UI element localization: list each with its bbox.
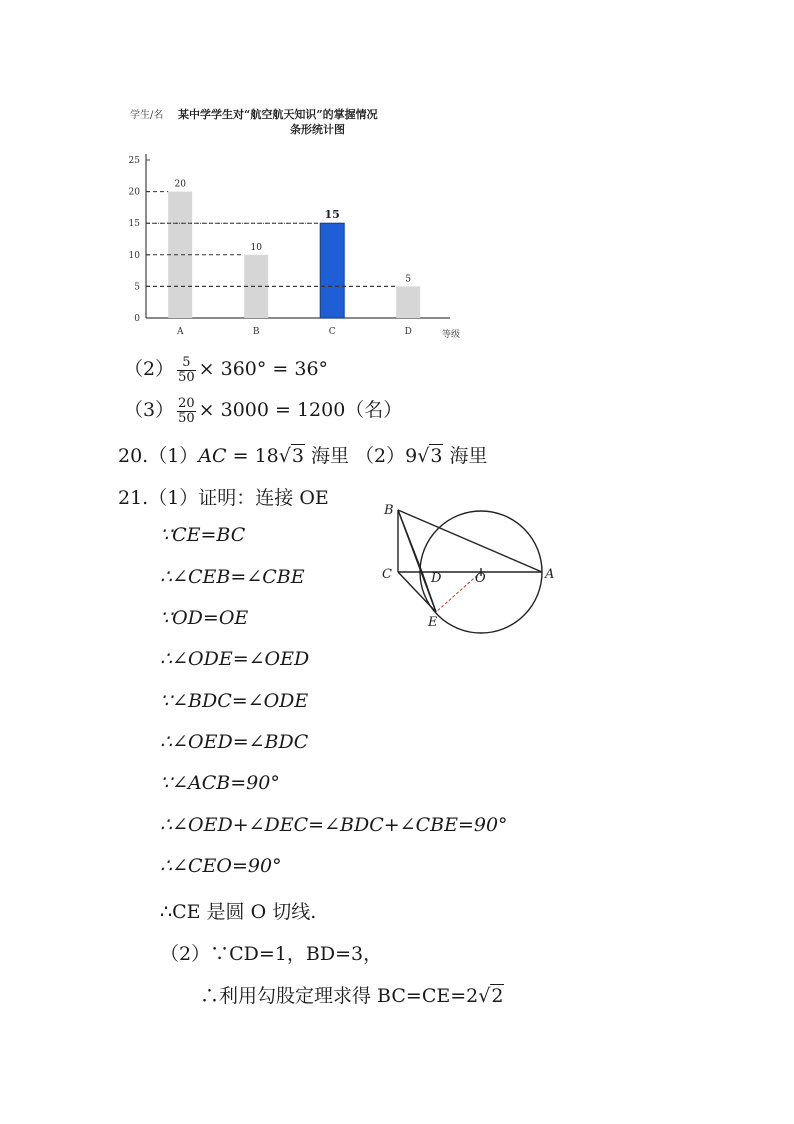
category-label: D [404,327,412,337]
y-tick-label: 15 [128,219,140,230]
q3-denominator: 50 [178,410,195,426]
q2-fraction [177,356,196,385]
q3-fraction [177,397,196,426]
bar-value-label: 20 [174,179,186,190]
sqrt-3: √2 [478,985,504,1007]
label-a: A [545,567,555,582]
label-d: D [431,571,442,586]
segment-ba [398,510,542,572]
label-c: C [382,567,392,582]
part2-given: （2）∵CD=1，BD=3， [160,943,383,965]
bar [320,223,344,318]
geometry-figure [378,500,563,635]
p20-line [118,441,487,468]
proof-step-1: ∵CE=BC [160,524,246,546]
proof-step-6: ∴∠OED=∠BDC [160,731,309,753]
label-e: E [428,615,438,630]
proof-step-10: ∴CE 是圆 O 切线. [160,901,317,923]
proof-step-4: ∴∠ODE=∠OED [160,648,310,670]
chart-title: 某中学学生对“航空航天知识”的掌握情况 [178,108,378,121]
p20-unit1: 海里 （2）9 [304,445,418,467]
label-o: O [475,571,486,586]
proof-step-2: ∴∠CEB=∠CBE [160,566,305,588]
chart-ylabel: 学生/名 [130,110,164,121]
p20-ac: AC [198,445,227,467]
y-tick-label: 10 [128,250,140,261]
p20-prefix: 20.（1） [118,445,199,467]
chart-subtitle: 条形统计图 [290,123,345,136]
bar-value-label: 5 [405,274,412,285]
q3-prefix: （3） [124,399,175,421]
q2-rest: × 360° = 36° [198,358,329,380]
q2-line [124,354,328,385]
bar [396,286,420,318]
p21-heading: 21.（1）证明：连接 OE [118,487,329,509]
proof-step-7: ∵∠ACB=90° [160,772,280,794]
q2-numerator: 5 [177,356,196,371]
bar-value-label: 15 [324,208,340,222]
q2-denominator: 50 [178,369,195,385]
sqrt-3-radicand: 2 [491,985,504,1007]
proof-step-8: ∴∠OED+∠DEC=∠BDC+∠CBE=90° [160,814,508,836]
part2-result [200,981,504,1008]
y-tick-label: 20 [128,187,140,198]
y-tick-label: 5 [134,282,140,293]
category-label: A [176,327,184,337]
bar-chart [120,100,480,345]
q3-numerator: 20 [178,395,195,411]
p20-eq: = 18 [226,445,279,467]
proof-step-3: ∵OD=OE [160,607,249,629]
sqrt-2: √3 [417,445,443,467]
part2-result-text: ∴利用勾股定理求得 BC=CE=2 [200,985,479,1007]
chart-xlabel: 等级 [442,330,461,340]
q3-line [124,395,402,426]
proof-step-9: ∴∠CEO=90° [160,855,282,877]
sqrt-1: √3 [278,445,304,467]
label-b: B [384,503,394,518]
q3-rest: × 3000 = 1200（名） [198,399,403,421]
proof-step-5: ∵∠BDC=∠ODE [160,690,309,712]
p20-unit2: 海里 [443,445,488,467]
y-tick-label: 0 [134,314,140,324]
q2-prefix: （2） [124,358,175,380]
y-tick-label: 25 [128,156,140,166]
sqrt-1-radicand: 3 [291,445,304,467]
bar-value-label: 10 [250,242,262,253]
sqrt-2-radicand: 3 [430,445,443,467]
category-label: B [252,327,260,337]
category-label: C [328,327,336,337]
